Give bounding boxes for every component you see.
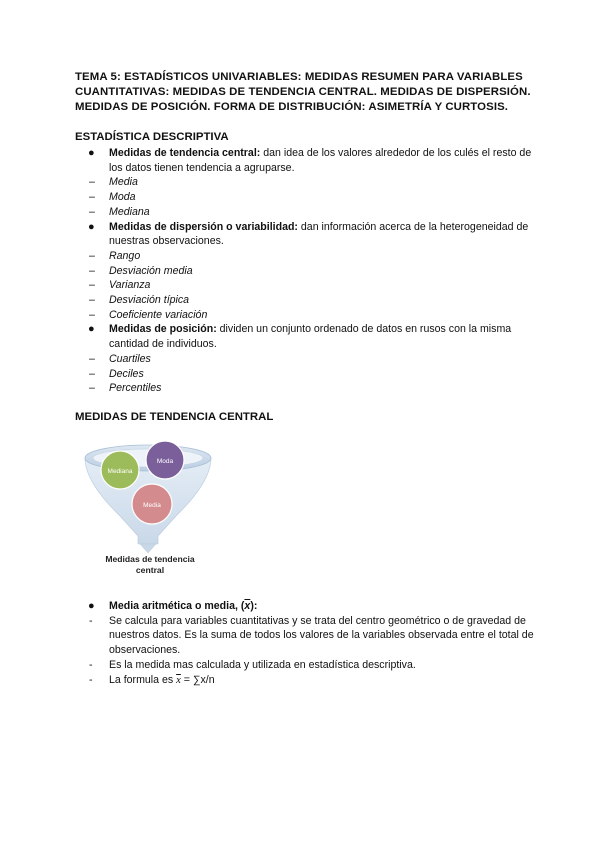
- dash-marker: -: [89, 673, 93, 686]
- dash-marker: –: [89, 205, 95, 218]
- bullet-tendencia-central: [75, 146, 535, 175]
- list-item: - Es la medida mas calculada y utilizada en estadística descriptiva.: [89, 658, 416, 671]
- dash-marker: –: [89, 191, 95, 204]
- media-list: [75, 599, 535, 688]
- bullet-bold-label: Medidas de tendencia central:: [109, 147, 261, 159]
- x-bar-symbol: $\overline{x}$: [244, 600, 251, 612]
- section-heading-estadistica: ESTADÍSTICA DESCRIPTIVA: [75, 131, 229, 143]
- bullet-bold-label: Medidas de dispersión o variabilidad:: [109, 220, 298, 233]
- dash-marker: –: [89, 294, 95, 307]
- dash-marker: –: [89, 367, 95, 380]
- list-item: - Se calcula para variables cuantitativas y se trata del centro geométrico o de gravedad de nuestros datos. Es la suma de todos los valores de la variables observada entre el total de observaciones.: [89, 614, 534, 657]
- list-item: – Varianza: [89, 279, 151, 292]
- list-item: – Desviación típica: [89, 294, 190, 307]
- dash-marker: -: [89, 614, 93, 627]
- formula-line: - La formula es $\overline{x} = \sum x/n$: [89, 673, 215, 686]
- circle-label-media: Media: [143, 502, 161, 509]
- list-item: – Deciles: [89, 367, 144, 380]
- list-item: – Mediana: [89, 205, 150, 218]
- list-item: – Percentiles: [89, 382, 162, 395]
- dash-marker: –: [89, 176, 95, 189]
- bullet-marker: ●: [88, 600, 95, 612]
- funnel-caption: Medidas de tendencia central: [105, 554, 195, 575]
- bullet-text: dividen un conjunto ordenado de datos en rusos con la misma cantidad de individuos.: [109, 323, 512, 351]
- circle-label-mediana: Mediana: [107, 468, 133, 475]
- dash-marker: –: [89, 352, 95, 365]
- bullet-marker: ●: [88, 323, 95, 336]
- document-title: TEMA 5: ESTADÍSTICOS UNIVARIABLES: MEDIDAS RESUMEN PARA VARIABLES CUANTITATIVAS: MEDIDAS DE TENDENCIA CENTRAL. MEDIDAS DE DISPERSIÓN. MEDIDAS DE POSICIÓN. FORMA DE DISTRIBUCIÓN: ASIMETRÍA Y CURTOSIS.: [75, 71, 531, 113]
- dash-marker: –: [89, 264, 95, 277]
- bullet-marker: ●: [88, 147, 95, 159]
- bullet-posicion: [75, 322, 535, 351]
- bullet-marker: ●: [88, 220, 95, 233]
- funnel-arrow-icon: [140, 544, 156, 553]
- dash-marker: -: [89, 658, 93, 671]
- list-item: – Rango: [89, 249, 141, 262]
- dash-marker: –: [89, 382, 95, 395]
- dash-marker: –: [89, 279, 95, 292]
- bullet-media-aritmetica: ● Media aritmética o media, $(\overline{x})$:: [88, 600, 258, 612]
- bullet-dispersion: [75, 220, 535, 249]
- dash-marker: –: [89, 308, 95, 321]
- descriptive-list: [75, 146, 535, 396]
- list-item: – Cuartiles: [89, 352, 151, 365]
- bullet-text: dan idea de los valores alrededor de los culés el resto de los datos tienen tendencia a agruparse.: [109, 147, 532, 174]
- x-bar-symbol: $\overline{x}$: [176, 674, 181, 686]
- dash-marker: –: [89, 249, 95, 262]
- section-heading-tendencia: MEDIDAS DE TENDENCIA CENTRAL: [75, 411, 274, 423]
- bullet-bold-label: Medidas de posición:: [109, 323, 217, 336]
- circle-label-moda: Moda: [156, 458, 174, 465]
- list-item: – Coeficiente variación: [89, 308, 208, 321]
- list-item: – Moda: [89, 191, 136, 204]
- bullet-text: dan información acerca de la heterogeneidad de nuestras observaciones.: [109, 220, 529, 248]
- list-item: – Media: [89, 176, 138, 189]
- list-item: – Desviación media: [89, 264, 193, 277]
